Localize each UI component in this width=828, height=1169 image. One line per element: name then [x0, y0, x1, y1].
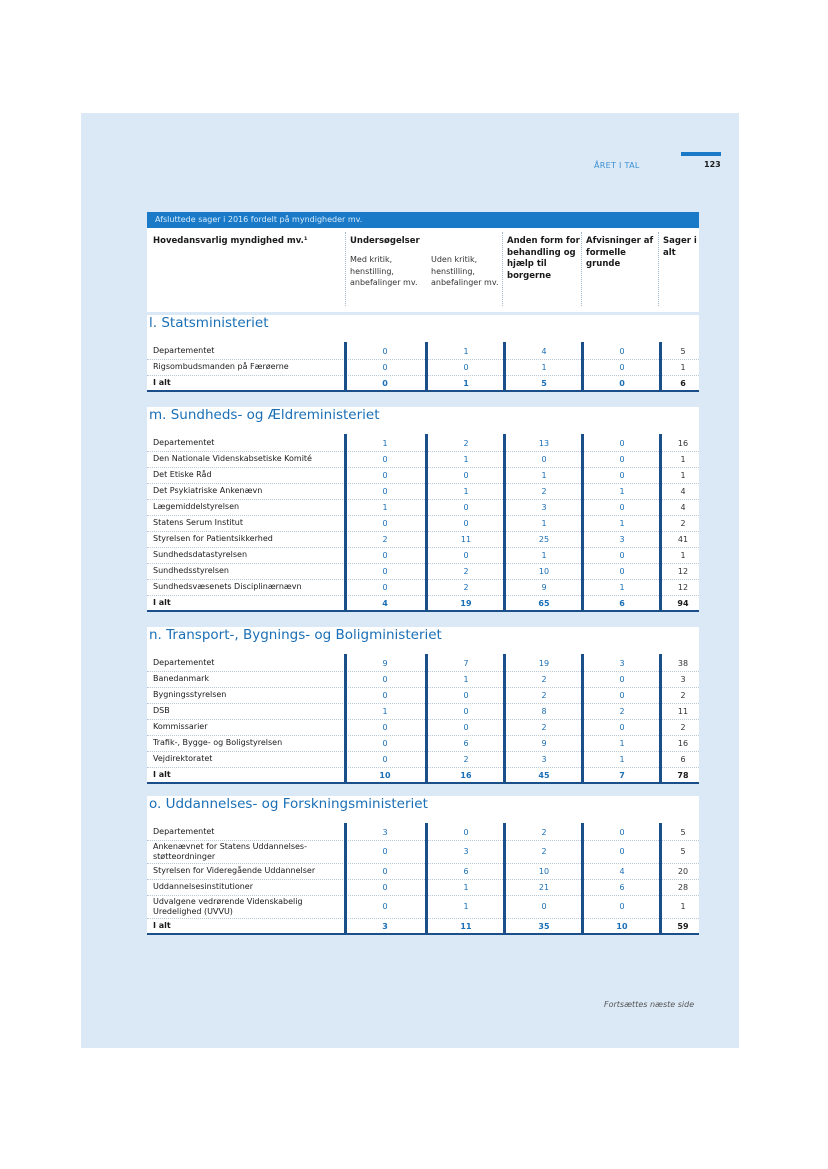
table-row: [147, 880, 699, 896]
cases-total-value: 1: [680, 363, 686, 372]
without-criticism-value: 0: [463, 551, 469, 560]
table-row: [147, 360, 699, 376]
other-form-value: 2: [541, 723, 547, 732]
rejections-value: 0: [619, 379, 625, 388]
rejections-value: 6: [619, 883, 625, 892]
with-criticism-value: 0: [382, 691, 388, 700]
col-divider: [658, 232, 659, 306]
cases-total-value: 1: [680, 902, 686, 911]
authority-name: Sundhedsvæsenets Disciplinærnævn: [153, 582, 302, 591]
cases-total-value: 78: [677, 771, 689, 780]
with-criticism-value: 1: [382, 439, 388, 448]
table-section: [147, 796, 699, 935]
cases-total-value: 6: [680, 755, 686, 764]
authority-name: Den Nationale Videnskabsetiske Komité: [153, 454, 312, 463]
section-title: o. Uddannelses- og Forskningsministeriet: [149, 796, 428, 812]
authority-name: Trafik-, Bygge- og Boligstyrelsen: [153, 738, 283, 747]
col-with-criticism: Med kritik, henstilling, anbefalinger mv.: [350, 255, 418, 287]
rejections-value: 0: [619, 675, 625, 684]
other-form-value: 35: [538, 922, 550, 931]
cases-total-value: 16: [677, 439, 689, 448]
table-row: [147, 500, 699, 516]
without-criticism-value: 0: [463, 723, 469, 732]
other-form-value: 2: [541, 828, 547, 837]
col-rejections: Afvisninger af formelle grunde: [586, 236, 654, 269]
total-row: [147, 919, 699, 935]
other-form-value: 25: [538, 535, 550, 544]
cases-total-value: 4: [680, 487, 686, 496]
rejections-value: 1: [619, 755, 625, 764]
authority-name: Ankenævnet for Statens Uddannelses-støtteordninger: [153, 842, 307, 861]
col-investigations: Undersøgelser: [350, 236, 420, 246]
with-criticism-value: 0: [382, 902, 388, 911]
table-row: [147, 704, 699, 720]
cases-total-value: 41: [677, 535, 689, 544]
other-form-value: 3: [541, 755, 547, 764]
table-section: [147, 407, 699, 612]
rejections-value: 0: [619, 363, 625, 372]
other-form-value: 10: [538, 867, 550, 876]
cases-total-value: 5: [680, 347, 686, 356]
with-criticism-value: 0: [382, 883, 388, 892]
rejections-value: 0: [619, 503, 625, 512]
authority-name: Departementet: [153, 658, 215, 667]
table-row: [147, 656, 699, 672]
total-label: I alt: [153, 770, 171, 779]
authority-name: Vejdirektoratet: [153, 754, 213, 763]
column-separator-bar: [659, 434, 662, 612]
column-separator-bar: [581, 434, 584, 612]
column-separator-bar: [659, 823, 662, 935]
column-separator-bar: [503, 434, 506, 612]
other-form-value: 65: [538, 599, 550, 608]
column-separator-bar: [659, 654, 662, 784]
other-form-value: 2: [541, 847, 547, 856]
without-criticism-value: 11: [460, 535, 472, 544]
cases-total-value: 94: [677, 599, 689, 608]
column-separator-bar: [344, 823, 347, 935]
without-criticism-value: 1: [463, 455, 469, 464]
other-form-value: 2: [541, 487, 547, 496]
column-separator-bar: [503, 823, 506, 935]
table-row: [147, 564, 699, 580]
cases-total-value: 1: [680, 551, 686, 560]
with-criticism-value: 0: [382, 723, 388, 732]
total-row: [147, 376, 699, 392]
column-separator-bar: [503, 654, 506, 784]
rejections-value: 2: [619, 707, 625, 716]
other-form-value: 1: [541, 471, 547, 480]
rejections-value: 0: [619, 347, 625, 356]
other-form-value: 0: [541, 455, 547, 464]
rejections-value: 3: [619, 535, 625, 544]
cases-total-value: 59: [677, 922, 689, 931]
cases-total-value: 5: [680, 847, 686, 856]
rejections-value: 0: [619, 567, 625, 576]
with-criticism-value: 0: [382, 347, 388, 356]
authority-name: Departementet: [153, 438, 215, 447]
table-row: [147, 841, 699, 864]
table-caption: Afsluttede sager i 2016 fordelt på myndigheder mv.: [147, 212, 699, 228]
rejections-value: 0: [619, 847, 625, 856]
table-row: [147, 752, 699, 768]
table-row: [147, 452, 699, 468]
rejections-value: 1: [619, 487, 625, 496]
other-form-value: 8: [541, 707, 547, 716]
other-form-value: 2: [541, 675, 547, 684]
with-criticism-value: 1: [382, 707, 388, 716]
table-row: [147, 736, 699, 752]
header-accent-bar: [681, 152, 721, 156]
authority-name: Lægemiddelstyrelsen: [153, 502, 240, 511]
without-criticism-value: 0: [463, 707, 469, 716]
without-criticism-value: 0: [463, 503, 469, 512]
column-separator-bar: [425, 654, 428, 784]
other-form-value: 1: [541, 363, 547, 372]
without-criticism-value: 0: [463, 691, 469, 700]
with-criticism-value: 4: [382, 599, 388, 608]
with-criticism-value: 0: [382, 739, 388, 748]
authority-name: Det Etiske Råd: [153, 470, 212, 479]
authority-name: DSB: [153, 706, 170, 715]
rejections-value: 6: [619, 599, 625, 608]
without-criticism-value: 1: [463, 379, 469, 388]
other-form-value: 19: [538, 659, 550, 668]
other-form-value: 21: [538, 883, 550, 892]
col-authority: Hovedansvarlig myndighed mv.¹: [153, 236, 308, 246]
column-separator-bar: [581, 342, 584, 392]
authority-name: Uddannelsesinstitutioner: [153, 882, 254, 891]
other-form-value: 0: [541, 902, 547, 911]
table-row: [147, 548, 699, 564]
column-separator-bar: [425, 434, 428, 612]
rejections-value: 0: [619, 551, 625, 560]
with-criticism-value: 0: [382, 847, 388, 856]
continued-note: Fortsættes næste side: [604, 1000, 695, 1009]
other-form-value: 9: [541, 583, 547, 592]
with-criticism-value: 0: [382, 675, 388, 684]
authority-name: Bygningsstyrelsen: [153, 690, 227, 699]
with-criticism-value: 0: [382, 867, 388, 876]
without-criticism-value: 1: [463, 347, 469, 356]
with-criticism-value: 0: [382, 519, 388, 528]
cases-total-value: 1: [680, 471, 686, 480]
without-criticism-value: 0: [463, 519, 469, 528]
without-criticism-value: 0: [463, 363, 469, 372]
total-row: [147, 768, 699, 784]
with-criticism-value: 0: [382, 379, 388, 388]
rejections-value: 7: [619, 771, 625, 780]
total-row: [147, 596, 699, 612]
other-form-value: 1: [541, 551, 547, 560]
rejections-value: 0: [619, 828, 625, 837]
authority-name: Udvalgene vedrørende Videnskabelig Uredelighed (UVVU): [153, 897, 303, 916]
table-row: [147, 864, 699, 880]
authority-name: Rigsombudsmanden på Færøerne: [153, 362, 289, 371]
rejections-value: 0: [619, 439, 625, 448]
table-section: [147, 627, 699, 784]
section-title: l. Statsministeriet: [149, 315, 269, 331]
column-separator-bar: [344, 342, 347, 392]
without-criticism-value: 0: [463, 828, 469, 837]
authority-name: Statens Serum Institut: [153, 518, 243, 527]
running-header-section: ÅRET I TAL: [594, 161, 640, 170]
other-form-value: 1: [541, 519, 547, 528]
without-criticism-value: 2: [463, 567, 469, 576]
table-row: [147, 468, 699, 484]
column-separator-bar: [425, 823, 428, 935]
other-form-value: 9: [541, 739, 547, 748]
without-criticism-value: 11: [460, 922, 472, 931]
without-criticism-value: 0: [463, 471, 469, 480]
table-column-headers: [147, 228, 699, 312]
cases-total-value: 4: [680, 503, 686, 512]
other-form-value: 45: [538, 771, 550, 780]
without-criticism-value: 7: [463, 659, 469, 668]
other-form-value: 10: [538, 567, 550, 576]
section-title: n. Transport-, Bygnings- og Boligministeriet: [149, 627, 442, 643]
without-criticism-value: 1: [463, 883, 469, 892]
column-separator-bar: [581, 823, 584, 935]
col-other-form: Anden form for behandling og hjælp til borgerne: [507, 236, 580, 281]
with-criticism-value: 9: [382, 659, 388, 668]
cases-total-value: 16: [677, 739, 689, 748]
rejections-value: 10: [616, 922, 628, 931]
table-row: [147, 516, 699, 532]
authority-name: Departementet: [153, 346, 215, 355]
rejections-value: 0: [619, 455, 625, 464]
authority-name: Styrelsen for Patientsikkerhed: [153, 534, 273, 543]
column-separator-bar: [503, 342, 506, 392]
cases-total-value: 12: [677, 583, 689, 592]
cases-total-value: 38: [677, 659, 689, 668]
rejections-value: 0: [619, 691, 625, 700]
section-title: m. Sundheds- og Ældreministeriet: [149, 407, 380, 423]
with-criticism-value: 2: [382, 535, 388, 544]
table-row: [147, 672, 699, 688]
total-label: I alt: [153, 378, 171, 387]
table-row: [147, 436, 699, 452]
with-criticism-value: 0: [382, 755, 388, 764]
table-row: [147, 825, 699, 841]
cases-total-value: 6: [680, 379, 686, 388]
cases-total-value: 5: [680, 828, 686, 837]
table-section: [147, 315, 699, 392]
table-row: [147, 720, 699, 736]
without-criticism-value: 1: [463, 487, 469, 496]
with-criticism-value: 0: [382, 455, 388, 464]
without-criticism-value: 3: [463, 847, 469, 856]
cases-total-value: 1: [680, 455, 686, 464]
authority-name: Sundhedsstyrelsen: [153, 566, 229, 575]
page-number: 123: [704, 160, 721, 169]
rejections-value: 1: [619, 583, 625, 592]
with-criticism-value: 0: [382, 487, 388, 496]
without-criticism-value: 1: [463, 675, 469, 684]
without-criticism-value: 2: [463, 755, 469, 764]
with-criticism-value: 3: [382, 922, 388, 931]
without-criticism-value: 6: [463, 867, 469, 876]
other-form-value: 3: [541, 503, 547, 512]
other-form-value: 5: [541, 379, 547, 388]
with-criticism-value: 0: [382, 567, 388, 576]
cases-total-value: 12: [677, 567, 689, 576]
table-row: [147, 532, 699, 548]
without-criticism-value: 19: [460, 599, 472, 608]
other-form-value: 2: [541, 691, 547, 700]
table-row: [147, 688, 699, 704]
authority-name: Banedanmark: [153, 674, 210, 683]
col-divider: [502, 232, 503, 306]
total-label: I alt: [153, 921, 171, 930]
table-row: [147, 484, 699, 500]
rejections-value: 0: [619, 471, 625, 480]
cases-total-value: 2: [680, 723, 686, 732]
without-criticism-value: 6: [463, 739, 469, 748]
with-criticism-value: 0: [382, 471, 388, 480]
authority-name: Departementet: [153, 827, 215, 836]
with-criticism-value: 3: [382, 828, 388, 837]
table-row: [147, 580, 699, 596]
rejections-value: 4: [619, 867, 625, 876]
col-divider: [581, 232, 582, 306]
column-separator-bar: [425, 342, 428, 392]
cases-total-value: 11: [677, 707, 689, 716]
rejections-value: 1: [619, 739, 625, 748]
rejections-value: 0: [619, 723, 625, 732]
col-without-criticism: Uden kritik, henstilling, anbefalinger mv.: [431, 255, 499, 287]
rejections-value: 3: [619, 659, 625, 668]
without-criticism-value: 1: [463, 902, 469, 911]
column-separator-bar: [659, 342, 662, 392]
col-cases-total: Sager i alt: [663, 236, 697, 258]
cases-total-value: 2: [680, 691, 686, 700]
column-separator-bar: [581, 654, 584, 784]
cases-total-value: 28: [677, 883, 689, 892]
without-criticism-value: 2: [463, 583, 469, 592]
cases-total-value: 2: [680, 519, 686, 528]
authority-name: Styrelsen for Videregående Uddannelser: [153, 866, 316, 875]
with-criticism-value: 0: [382, 583, 388, 592]
with-criticism-value: 0: [382, 551, 388, 560]
col-divider: [345, 232, 346, 306]
without-criticism-value: 2: [463, 439, 469, 448]
authority-name: Det Psykiatriske Ankenævn: [153, 486, 263, 495]
rejections-value: 0: [619, 902, 625, 911]
other-form-value: 4: [541, 347, 547, 356]
without-criticism-value: 16: [460, 771, 472, 780]
with-criticism-value: 10: [379, 771, 391, 780]
cases-total-value: 3: [680, 675, 686, 684]
rejections-value: 1: [619, 519, 625, 528]
authority-name: Kommissarier: [153, 722, 208, 731]
column-separator-bar: [344, 434, 347, 612]
other-form-value: 13: [538, 439, 550, 448]
authority-name: Sundhedsdatastyrelsen: [153, 550, 248, 559]
column-separator-bar: [344, 654, 347, 784]
total-label: I alt: [153, 598, 171, 607]
table-row: [147, 896, 699, 919]
with-criticism-value: 1: [382, 503, 388, 512]
cases-total-value: 20: [677, 867, 689, 876]
table-row: [147, 344, 699, 360]
with-criticism-value: 0: [382, 363, 388, 372]
